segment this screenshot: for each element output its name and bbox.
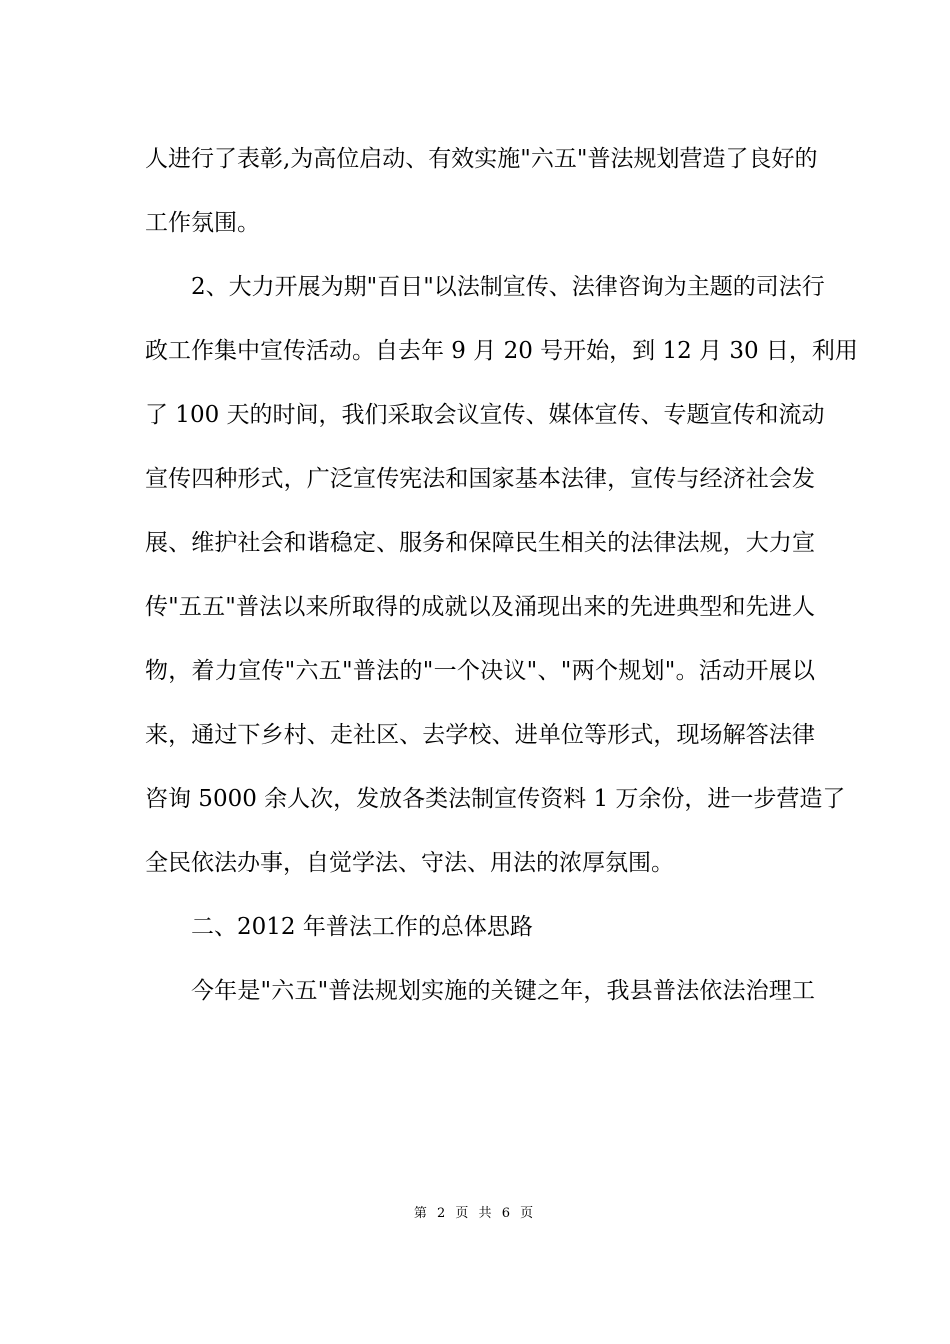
- text-line: 展、维护社会和谐稳定、服务和保障民生相关的法律法规，大力宣: [145, 530, 815, 556]
- text-line: 传"五五"普法以来所取得的成就以及涌现出来的先进典型和先进人: [145, 594, 815, 620]
- section-heading: 二、2012 年普法工作的总体思路: [191, 914, 533, 940]
- text-line: 工作氛围。: [145, 210, 260, 236]
- text-line: 了 100 天的时间，我们采取会议宣传、媒体宣传、专题宣传和流动: [145, 402, 825, 428]
- page-footer: [0, 1204, 950, 1224]
- text-line: 政工作集中宣传活动。自去年 9 月 20 号开始，到 12 月 30 日，利用: [145, 338, 858, 364]
- body-text: [145, 127, 858, 1023]
- text-line: 物，着力宣传"六五"普法的"一个决议"、"两个规划"。活动开展以: [145, 658, 815, 684]
- page-number-label: 第 2 页 共 6 页: [413, 1206, 537, 1221]
- text-line: 2、大力开展为期"百日"以法制宣传、法律咨询为主题的司法行: [191, 274, 825, 300]
- text-line: 今年是"六五"普法规划实施的关键之年，我县普法依法治理工: [191, 978, 815, 1004]
- text-line: 全民依法办事，自觉学法、守法、用法的浓厚氛围。: [145, 850, 674, 876]
- text-line: 人进行了表彰,为高位启动、有效实施"六五"普法规划营造了良好的: [145, 146, 818, 172]
- text-line: 来，通过下乡村、走社区、去学校、进单位等形式，现场解答法律: [145, 722, 815, 748]
- text-line: 宣传四种形式，广泛宣传宪法和国家基本法律，宣传与经济社会发: [145, 466, 815, 492]
- text-line: 咨询 5000 余人次，发放各类法制宣传资料 1 万余份，进一步营造了: [145, 786, 846, 812]
